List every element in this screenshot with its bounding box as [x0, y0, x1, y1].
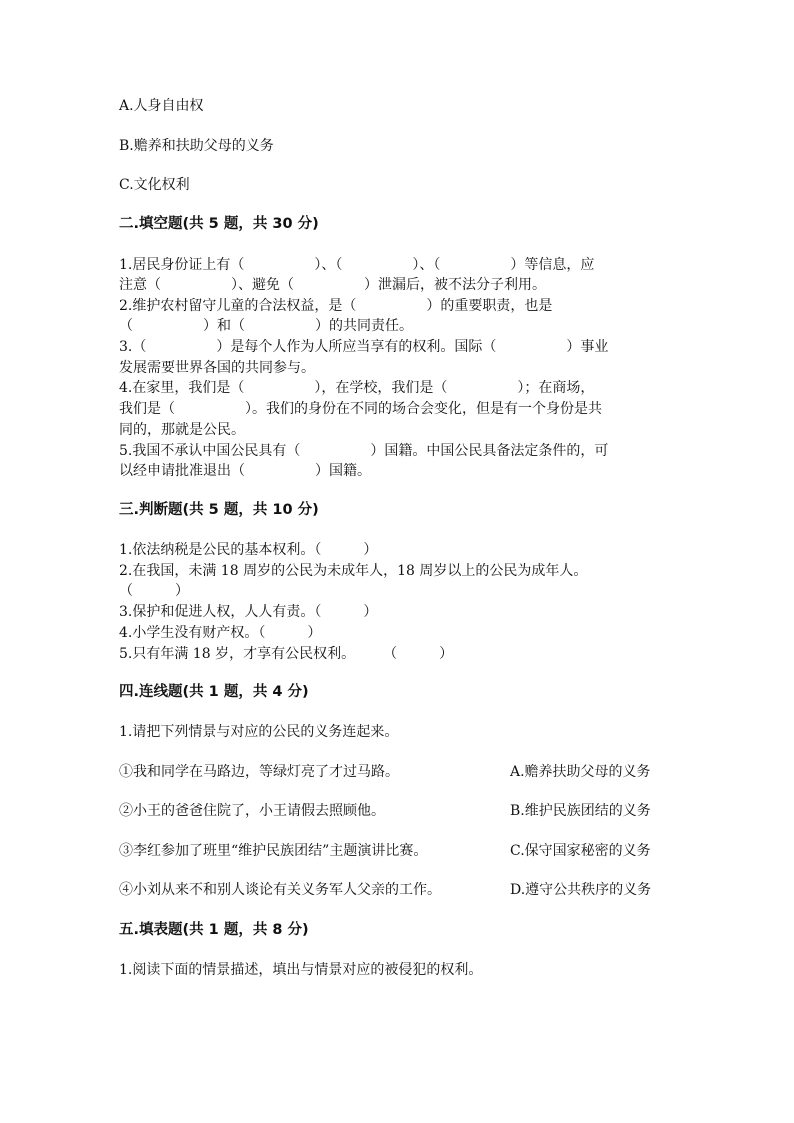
judge-line: （ ）	[119, 583, 189, 599]
match-right-item: B.维护民族团结的义务	[510, 803, 651, 819]
fill-line: 发展需要世界各国的共同参与。	[119, 360, 315, 376]
judge-line: 5.只有年满 18 岁，才享有公民权利。 （ ）	[119, 646, 454, 662]
option-a: A.人身自由权	[119, 98, 204, 114]
judge-line: 4.小学生没有财产权。（ ）	[119, 625, 322, 641]
match-right-item: C.保守国家秘密的义务	[510, 843, 651, 859]
fill-line: 4.在家里，我们是（ ），在学校，我们是（ ）；在商场，	[119, 380, 595, 396]
option-b: B.赡养和扶助父母的义务	[119, 138, 274, 154]
fill-line: 同的，那就是公民。	[119, 422, 245, 438]
judge-line: 3.保护和促进人权，人人有责。（ ）	[119, 604, 378, 620]
match-right-item: D.遵守公共秩序的义务	[510, 882, 652, 898]
fill-line: 注意（ ）、避免（ ）泄漏后，被不法分子利用。	[119, 277, 546, 293]
option-c: C.文化权利	[119, 177, 190, 193]
fill-line: （ ）和（ ）的共同责任。	[119, 318, 413, 334]
fill-line: 我们是（ ）。我们的身份在不同的场合会变化，但是有一个身份是共	[119, 401, 602, 417]
match-right-item: A.赡养扶助父母的义务	[510, 764, 651, 780]
fill-line: 2.维护农村留守儿童的合法权益，是（ ）的重要职责，也是	[119, 298, 553, 314]
judge-line: 2.在我国，未满 18 周岁的公民为未成年人，18 周岁以上的公民为成年人。	[119, 563, 588, 579]
table-prompt: 1.阅读下面的情景描述，填出与情景对应的被侵犯的权利。	[119, 962, 483, 978]
match-left-item: ②小王的爸爸住院了，小王请假去照顾他。	[119, 803, 385, 819]
fill-line: 以经申请批准退出（ ）国籍。	[119, 463, 371, 479]
section-table-title: 五.填表题(共 1 题，共 8 分)	[119, 922, 309, 938]
match-left-item: ④小刘从来不和别人谈论有关义务军人父亲的工作。	[119, 882, 441, 898]
judge-line: 1.依法纳税是公民的基本权利。（ ）	[119, 542, 378, 558]
fill-line: 3.（ ）是每个人作为人所应当享有的权利。国际（ ）事业	[119, 339, 609, 355]
section-judge-title: 三.判断题(共 5 题，共 10 分)	[119, 502, 319, 518]
match-left-item: ①我和同学在马路边，等绿灯亮了才过马路。	[119, 764, 399, 780]
fill-line: 1.居民身份证上有（ ）、（ ）、（ ）等信息，应	[119, 257, 595, 273]
match-prompt: 1.请把下列情景与对应的公民的义务连起来。	[119, 724, 399, 740]
section-match-title: 四.连线题(共 1 题，共 4 分)	[119, 684, 309, 700]
fill-line: 5.我国不承认中国公民具有（ ）国籍。中国公民具备法定条件的，可	[119, 443, 609, 459]
section-fill-title: 二.填空题(共 5 题，共 30 分)	[119, 216, 319, 232]
match-left-item: ③李红参加了班里“维护民族团结”主题演讲比赛。	[119, 843, 428, 859]
